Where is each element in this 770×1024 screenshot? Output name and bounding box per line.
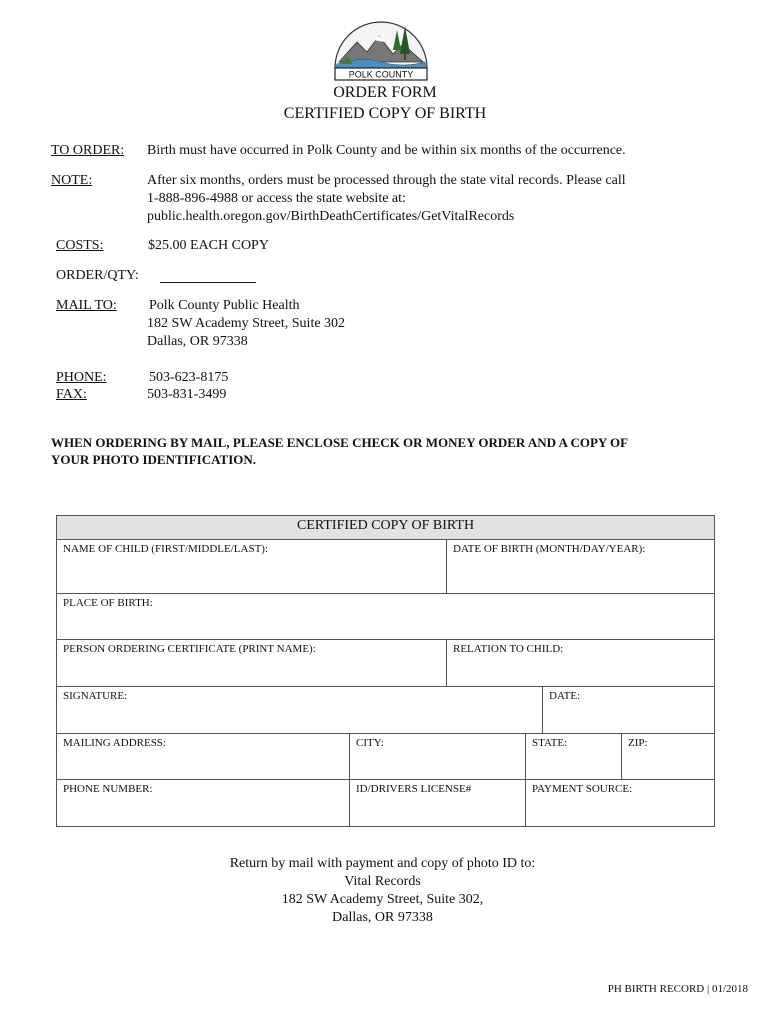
form-id-label: PH BIRTH RECORD | 01/2018 (607, 983, 748, 995)
id-license-label: ID/DRIVERS LICENSE# (356, 783, 472, 795)
polk-county-logo (333, 20, 429, 82)
date-of-birth-field[interactable] (447, 540, 715, 594)
return-line-4: Dallas, OR 97338 (332, 910, 433, 925)
mail-line-3: Dallas, OR 97338 (147, 334, 248, 349)
phone-value: 503-623-8175 (149, 370, 229, 385)
note-line-3: public.health.oregon.gov/BirthDeathCertificates/GetVitalRecords (147, 209, 515, 224)
place-of-birth-label: PLACE OF BIRTH: (63, 597, 153, 609)
page-subtitle: CERTIFIED COPY OF BIRTH (283, 105, 487, 122)
name-of-child-label: NAME OF CHILD (FIRST/MIDDLE/LAST): (63, 543, 269, 555)
return-line-3: 182 SW Academy Street, Suite 302, (281, 892, 484, 907)
phone-number-field[interactable] (57, 780, 350, 827)
mailing-address-label: MAILING ADDRESS: (63, 737, 166, 749)
relation-field[interactable] (447, 640, 715, 687)
city-label: CITY: (356, 737, 384, 749)
note-line-2: 1-888-896-4988 or access the state website at: (147, 191, 406, 206)
page-title: ORDER FORM (333, 84, 437, 101)
zip-label: ZIP: (628, 737, 648, 749)
to-order-text: Birth must have occurred in Polk County and be within six months of the occurrence. (147, 143, 626, 158)
note-line-1: After six months, orders must be processed through the state vital records. Please call (147, 173, 626, 188)
mail-to-label: MAIL TO: (56, 298, 117, 313)
phone-number-label: PHONE NUMBER: (63, 783, 153, 795)
warning-line-2: YOUR PHOTO IDENTIFICATION. (51, 452, 257, 467)
state-field[interactable] (526, 734, 622, 780)
person-ordering-label: PERSON ORDERING CERTIFICATE (PRINT NAME): (63, 643, 316, 655)
fax-label: FAX: (56, 387, 87, 402)
mail-line-1: Polk County Public Health (149, 298, 300, 313)
signature-field[interactable] (57, 687, 543, 734)
payment-source-label: PAYMENT SOURCE: (532, 783, 633, 795)
name-of-child-field[interactable] (57, 540, 447, 594)
costs-text: $25.00 EACH COPY (148, 238, 269, 253)
id-license-field[interactable] (350, 780, 526, 827)
return-instructions (0, 855, 765, 927)
date-of-birth-label: DATE OF BIRTH (MONTH/DAY/YEAR): (453, 543, 646, 555)
city-field[interactable] (350, 734, 526, 780)
return-line-1: Return by mail with payment and copy of photo ID to: (229, 856, 536, 871)
costs-label: COSTS: (56, 238, 104, 253)
fax-value: 503-831-3499 (147, 387, 227, 402)
mail-warning (51, 434, 691, 468)
mailing-address-field[interactable] (57, 734, 350, 780)
zip-field[interactable] (622, 734, 715, 780)
order-qty-label: ORDER/QTY: (56, 268, 139, 283)
to-order-label: TO ORDER: (51, 143, 125, 158)
svg-text:POLK COUNTY: POLK COUNTY (348, 69, 414, 80)
warning-line-1: WHEN ORDERING BY MAIL, PLEASE ENCLOSE CHECK OR MONEY ORDER AND A COPY OF (51, 435, 629, 450)
landscape-logo-icon (333, 20, 429, 82)
relation-label: RELATION TO CHILD: (453, 643, 564, 655)
mail-line-2: 182 SW Academy Street, Suite 302 (147, 316, 346, 331)
date-field[interactable] (543, 687, 715, 734)
birth-certificate-form (56, 515, 715, 827)
person-ordering-field[interactable] (57, 640, 447, 687)
return-line-2: Vital Records (344, 874, 421, 889)
date-label: DATE: (549, 690, 581, 702)
payment-source-field[interactable] (526, 780, 715, 827)
form-header: CERTIFIED COPY OF BIRTH (57, 516, 715, 540)
state-label: STATE: (532, 737, 568, 749)
phone-label: PHONE: (56, 370, 107, 385)
note-label: NOTE: (51, 173, 93, 188)
place-of-birth-field[interactable] (57, 594, 715, 640)
order-qty-line[interactable] (160, 282, 256, 283)
signature-label: SIGNATURE: (63, 690, 128, 702)
